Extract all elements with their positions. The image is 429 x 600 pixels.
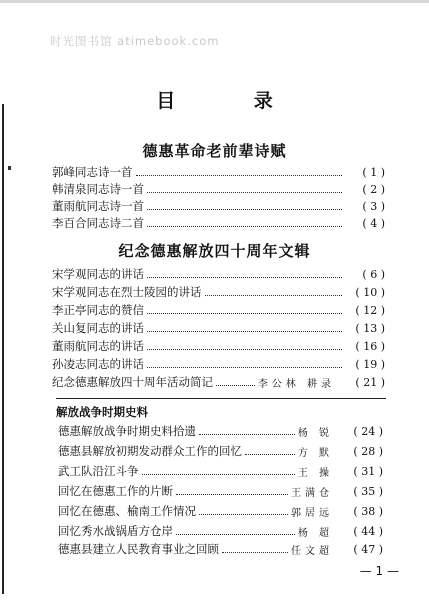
dot-leader (147, 313, 342, 314)
dot-leader (136, 175, 343, 176)
toc-entry[interactable] (58, 483, 383, 499)
toc-entry[interactable] (58, 443, 383, 459)
toc-entry[interactable] (58, 463, 383, 479)
entry-page: ( 28 ) (353, 444, 383, 458)
entry-page: ( 47 ) (353, 542, 383, 556)
dot-leader (199, 514, 288, 515)
entry-page: ( 16 ) (355, 339, 385, 353)
toc-entry[interactable] (52, 215, 385, 231)
toc-entry[interactable] (52, 320, 385, 336)
dot-leader (147, 367, 342, 368)
entry-title: 纪念德惠解放四十周年活动简记 (52, 375, 213, 389)
entry-title: 李正亭同志的赞信 (52, 303, 144, 317)
dot-leader (147, 226, 342, 227)
dot-leader (205, 295, 343, 296)
dot-leader (176, 494, 288, 495)
entry-title: 德惠县建立人民教育事业之回顾 (58, 542, 219, 556)
entry-title: 董雨航同志的讲话 (52, 339, 144, 353)
dot-leader (147, 331, 342, 332)
section-divider (56, 398, 386, 399)
section-heading-liberation-war-history: 解放战争时期史料 (56, 405, 148, 419)
toc-entry[interactable] (58, 503, 383, 519)
entry-page: ( 44 ) (353, 524, 383, 538)
toc-entry[interactable] (58, 423, 383, 439)
entry-title: 孙凌志同志的讲话 (52, 357, 144, 371)
entry-author: 任文超 (291, 545, 333, 557)
toc-entry[interactable] (52, 302, 385, 318)
entry-title: 郭峰同志诗一首 (52, 165, 133, 179)
entry-title: 德惠县解放初期发动群众工作的回忆 (58, 444, 242, 458)
entry-page: ( 19 ) (355, 357, 385, 371)
entry-title: 韩清泉同志诗一首 (52, 182, 144, 196)
watermark: 时光图书馆 atimebook.com (50, 34, 220, 48)
entry-title: 董雨航同志诗一首 (52, 199, 144, 213)
entry-title: 宋学观同志的讲话 (52, 267, 144, 281)
toc-entry[interactable] (52, 181, 385, 197)
toc-entry[interactable] (52, 198, 385, 214)
scan-mark (8, 166, 11, 170)
entry-title: 德惠解放战争时期史料拾遗 (58, 424, 196, 438)
entry-page: ( 6 ) (362, 267, 385, 281)
dot-leader (222, 552, 288, 553)
dot-leader (147, 209, 342, 210)
entry-title: 回忆秀水战锅盾方仓岸 (58, 524, 173, 538)
dot-leader (176, 534, 295, 535)
toc-entry[interactable] (52, 284, 385, 300)
dot-leader (199, 434, 295, 435)
entry-page: ( 1 ) (362, 165, 385, 179)
entry-page: ( 21 ) (355, 375, 385, 389)
entry-title: 宋学观同志在烈士陵园的讲话 (52, 285, 202, 299)
entry-page: ( 38 ) (353, 504, 383, 518)
dot-leader (147, 277, 342, 278)
toc-entry[interactable] (52, 266, 385, 282)
entry-author: 杨 锐 (297, 427, 333, 439)
entry-author: 王 操 (297, 467, 333, 479)
toc-entry[interactable] (52, 164, 385, 180)
entry-page: ( 12 ) (355, 303, 385, 317)
dot-leader (245, 454, 295, 455)
dot-leader (142, 474, 295, 475)
entry-title: 关山复同志的讲话 (52, 321, 144, 335)
entry-page: ( 13 ) (355, 321, 385, 335)
dot-leader (147, 192, 342, 193)
entry-author: 杨 超 (297, 527, 333, 539)
toc-entry[interactable] (58, 523, 383, 539)
entry-author: 方 默 (297, 447, 333, 459)
entry-page: ( 35 ) (353, 484, 383, 498)
entry-title: 回忆在德惠、榆南工作情况 (58, 504, 196, 518)
page-top-edge (0, 0, 429, 3)
toc-entry[interactable] (52, 374, 385, 390)
entry-page: ( 3 ) (362, 199, 385, 213)
dot-leader (216, 385, 255, 386)
toc-entry[interactable] (52, 338, 385, 354)
entry-page: ( 10 ) (355, 285, 385, 299)
entry-page: ( 24 ) (353, 424, 383, 438)
dot-leader (147, 349, 342, 350)
entry-author: 王满仓 (291, 487, 333, 499)
entry-page: ( 4 ) (362, 216, 385, 230)
entry-page: ( 2 ) (362, 182, 385, 196)
toc-entry[interactable] (52, 356, 385, 372)
section-heading-revolutionary-poems: 德惠革命老前辈诗赋 (142, 142, 287, 160)
entry-page: ( 31 ) (353, 464, 383, 478)
page-title: 目 录 (156, 90, 309, 112)
entry-title: 武工队沿江斗争 (58, 464, 139, 478)
section-heading-anniversary-collection: 纪念德惠解放四十周年文辑 (118, 242, 311, 260)
page-number: — 1 — (359, 564, 399, 578)
toc-entry[interactable] (58, 541, 383, 557)
entry-author: 郭居远 (291, 507, 333, 519)
entry-title: 回忆在德惠工作的片断 (58, 484, 173, 498)
binding-edge (2, 104, 4, 594)
entry-author: 李公林 耕录 (257, 378, 335, 390)
entry-title: 李百合同志诗二首 (52, 216, 144, 230)
